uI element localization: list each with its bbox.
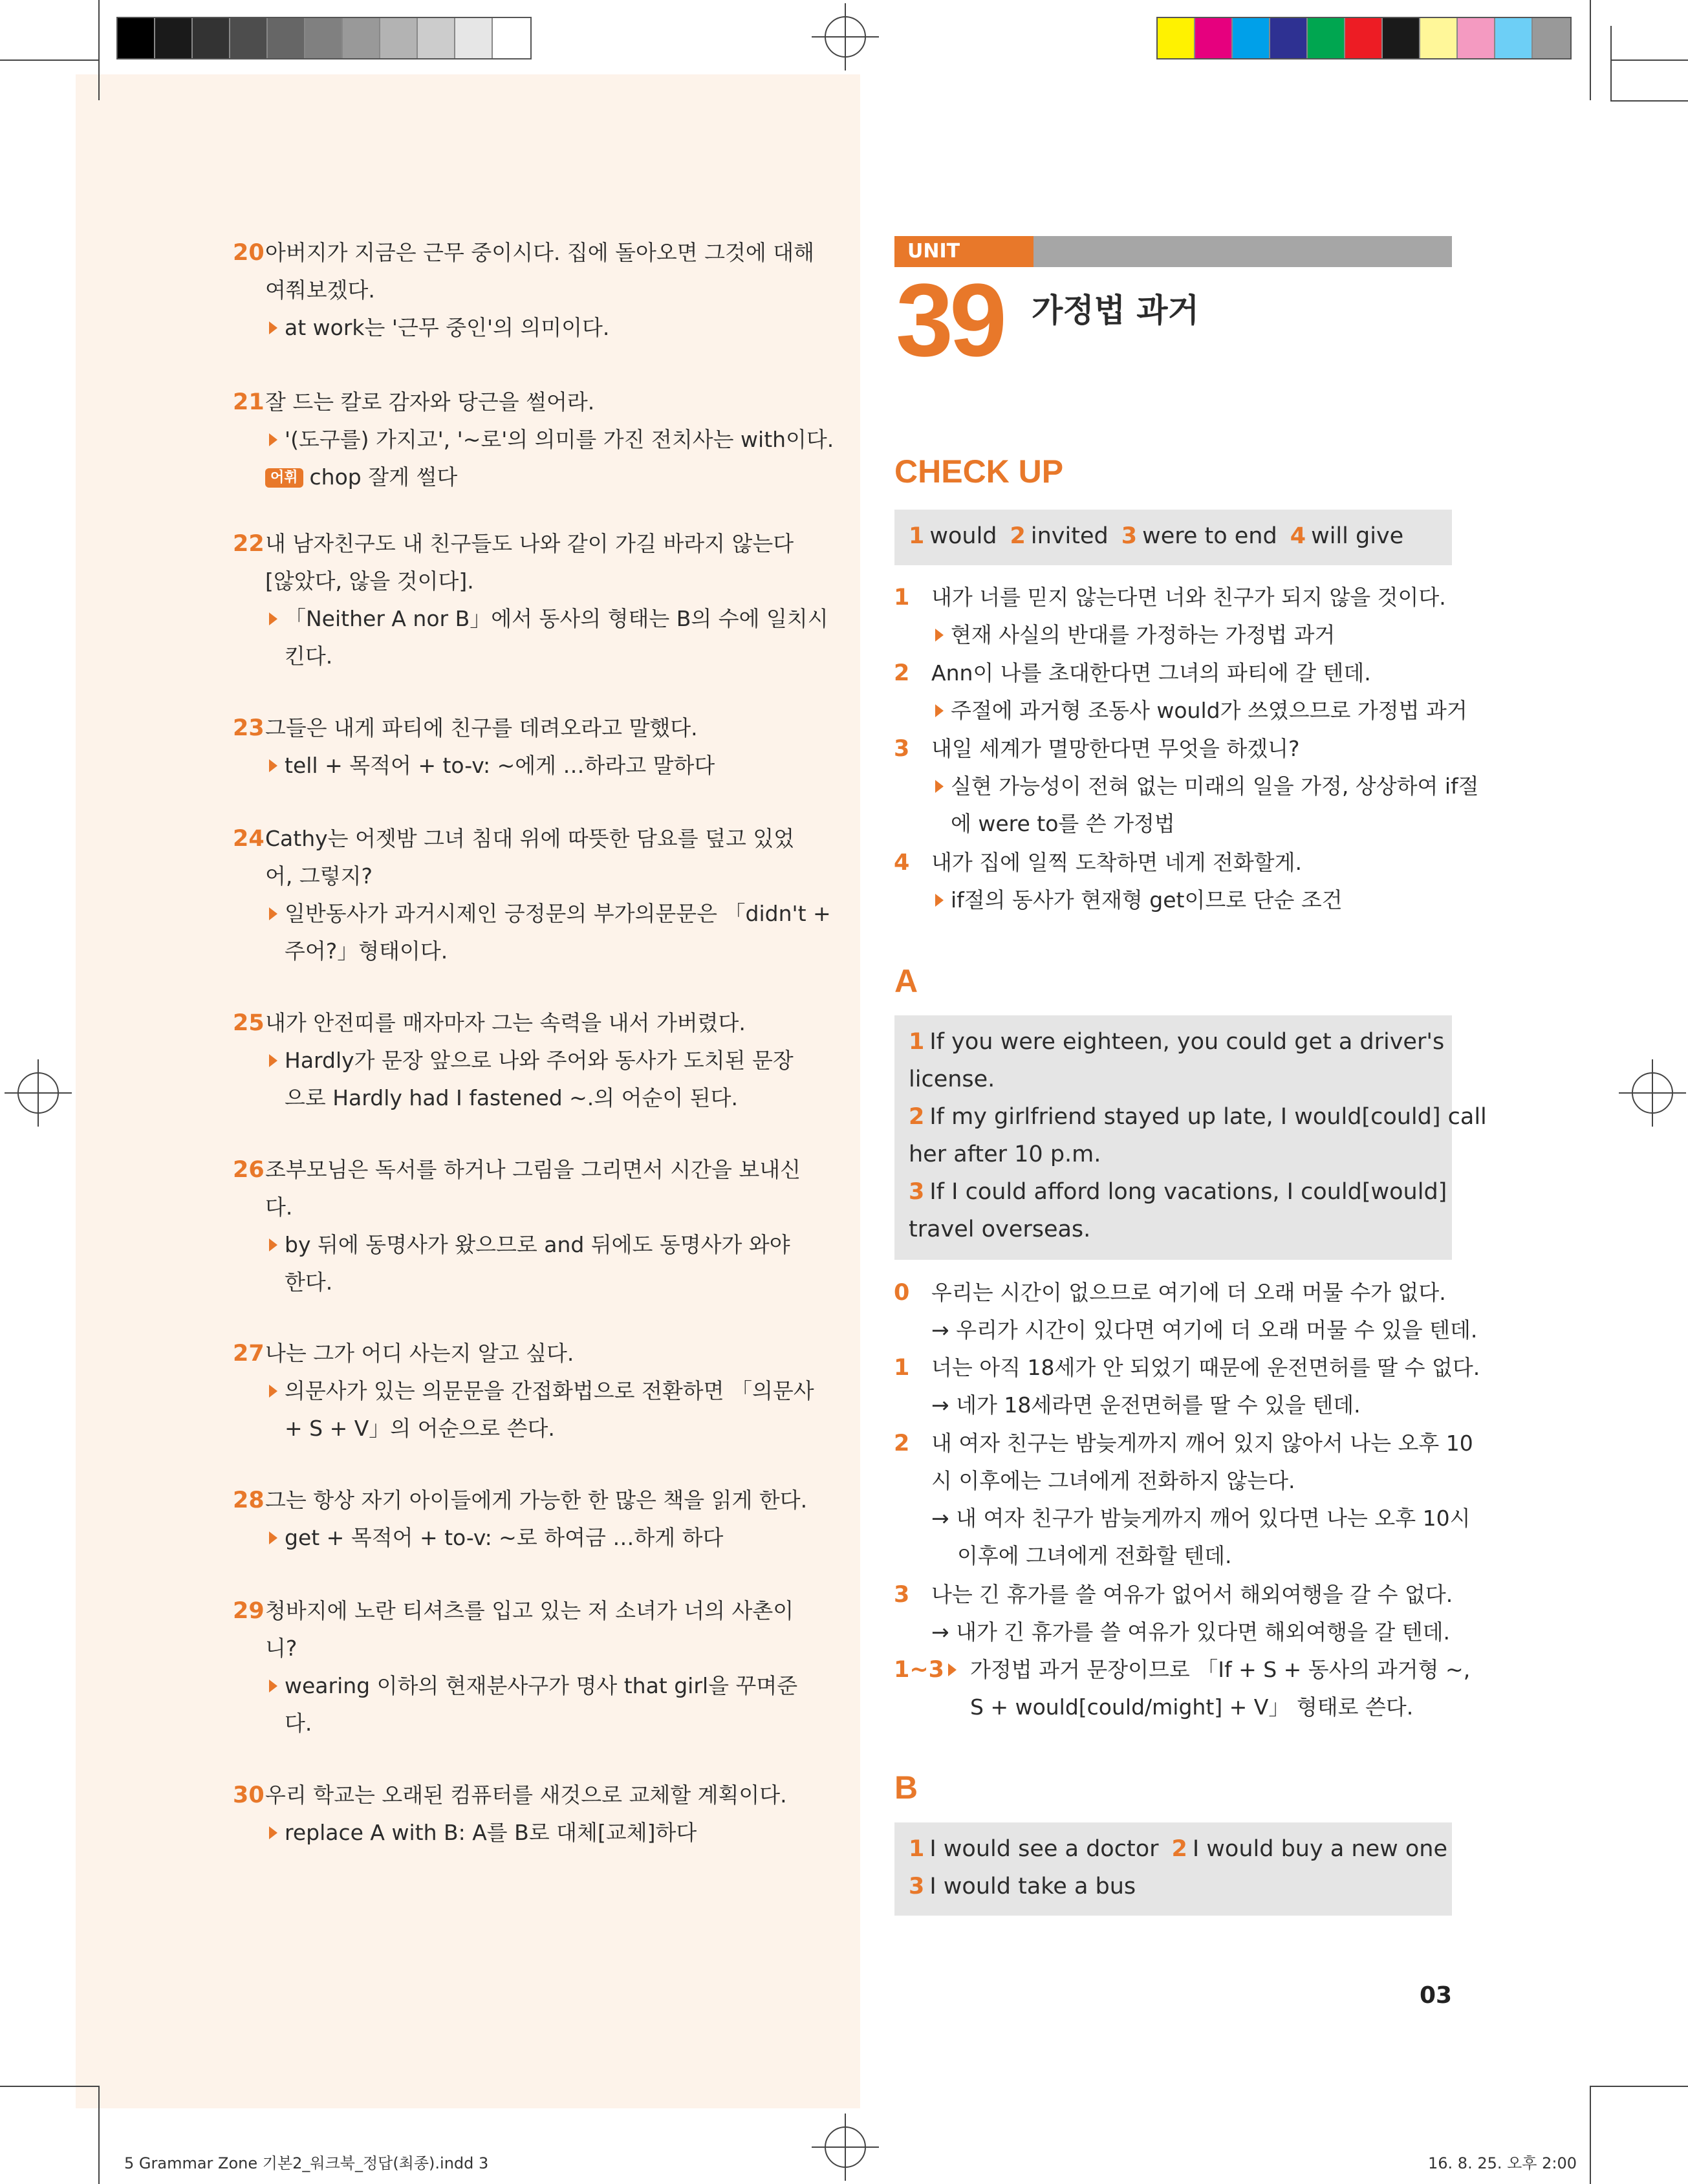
gray-swatch: [343, 18, 380, 58]
check-up-item: [894, 730, 1479, 843]
item-note: 한다.: [285, 1270, 333, 1295]
item-note: tell + 목적어 + to-v: ~에게 …하라고 말하다: [265, 747, 828, 784]
note-arrow-icon: [935, 894, 944, 907]
answer-item: [233, 234, 828, 347]
answer-item: [233, 1592, 828, 1742]
color-swatch: [1420, 18, 1458, 58]
item-translation: 니?: [265, 1636, 298, 1661]
color-swatch: [1345, 18, 1383, 58]
item-line: 우리는 시간이 없으므로 여기에 더 오래 머물 수가 없다.: [931, 1280, 1446, 1305]
section-b-answer-box: [894, 1822, 1452, 1916]
note-arrow-icon: [269, 759, 277, 772]
item-translation: 조부모님은 독서를 하거나 그림을 그리면서 시간을 보내신: [265, 1157, 801, 1182]
color-swatch: [1158, 18, 1195, 58]
color-swatch: [1233, 18, 1270, 58]
vocab-line: 어휘 chop 잘게 썰다: [265, 459, 828, 496]
item-number: 4: [894, 850, 910, 876]
item-number: 25: [233, 1010, 265, 1036]
answer-item: [233, 525, 828, 675]
answer-line: license.: [909, 1066, 995, 1092]
item-number: 0: [894, 1280, 910, 1306]
section-a-item: [894, 1349, 1480, 1424]
answer-line: 1 If you were eighteen, you could get a driver's: [909, 1029, 1445, 1055]
item-number: 30: [233, 1782, 265, 1808]
item-translation: 다.: [265, 1195, 293, 1220]
unit-title: 가정법 과거: [1032, 292, 1199, 329]
answer-item: [233, 1777, 828, 1852]
gray-swatch: [118, 18, 155, 58]
check-up-answer-box: [894, 510, 1452, 565]
item-note: 다.: [285, 1711, 312, 1736]
note-arrow-icon: [269, 1531, 277, 1544]
note-arrow-icon: [935, 704, 944, 717]
answer-item: [233, 820, 831, 970]
answer-text: were to end: [1142, 523, 1277, 549]
item-note: 현재 사실의 반대를 가정하는 가정법 과거: [931, 616, 1462, 654]
color-swatch: [1270, 18, 1308, 58]
color-swatch: [1383, 18, 1420, 58]
item-note: Hardly가 문장 앞으로 나와 주어와 동사가 도치된 문장: [265, 1042, 828, 1079]
gray-swatch: [230, 18, 268, 58]
item-number: 29: [233, 1598, 265, 1624]
note-arrow-icon: [935, 629, 944, 642]
item-translation: 내가 안전띠를 매자마자 그는 속력을 내서 가버렸다.: [265, 1010, 746, 1035]
item-line: 내 여자 친구는 밤늦게까지 깨어 있지 않아서 나는 오후 10: [931, 1431, 1473, 1456]
check-up-item: [894, 844, 1462, 919]
section-a-heading: A: [894, 963, 918, 999]
item-number: 21: [233, 389, 265, 415]
page-number: 03: [1420, 1982, 1453, 2009]
item-note: 가정법 과거 문장이므로 「If + S + 동사의 과거형 ~,: [931, 1651, 1462, 1689]
item-translation: [않았다, 않을 것이다].: [265, 568, 474, 594]
answer-line: travel overseas.: [909, 1216, 1091, 1242]
note-arrow-icon: [269, 612, 277, 625]
section-b-heading: B: [894, 1769, 918, 1806]
section-a-item: [894, 1576, 1462, 1651]
answer-number: 3: [909, 1874, 925, 1899]
item-line: 시 이후에는 그녀에게 전화하지 않는다.: [931, 1468, 1295, 1493]
note-arrow-icon: [269, 907, 277, 920]
color-swatch: [1195, 18, 1233, 58]
item-note: get + 목적어 + to-v: ~로 하여금 …하게 하다: [265, 1519, 828, 1557]
color-swatch: [1308, 18, 1345, 58]
answer-item: [233, 1482, 828, 1557]
item-number: 2: [894, 1431, 910, 1456]
color-swatch: [1495, 18, 1533, 58]
item-number: 1: [894, 585, 910, 611]
process-color-bar: [1156, 17, 1572, 59]
answer-line: her after 10 p.m.: [909, 1141, 1101, 1167]
section-a-item: [894, 1274, 1478, 1349]
item-line: → 내가 긴 휴가를 쓸 여유가 있다면 해외여행을 갈 텐데.: [931, 1619, 1450, 1645]
registration-mark-top: [825, 16, 866, 58]
gray-swatch: [418, 18, 455, 58]
item-translation: Ann이 나를 초대한다면 그녀의 파티에 갈 텐데.: [931, 660, 1371, 686]
item-number: 3: [894, 1582, 910, 1608]
item-note: 「Neither A nor B」에서 동사의 형태는 B의 수에 일치시: [265, 600, 828, 638]
answer-number: 3: [909, 1179, 925, 1205]
answer-item: [233, 1004, 828, 1117]
section-a-item: [894, 1425, 1473, 1575]
item-number: 24: [233, 826, 265, 852]
item-note: 주어?」형태이다.: [285, 938, 448, 964]
item-line: → 네가 18세라면 운전면허를 딸 수 있을 텐데.: [931, 1392, 1361, 1418]
answer-item: [233, 1335, 828, 1447]
item-translation: 내 남자친구도 내 친구들도 나와 같이 가길 바라지 않는다: [265, 531, 794, 556]
item-line: 나는 긴 휴가를 쓸 여유가 없어서 해외여행을 갈 수 없다.: [931, 1582, 1453, 1607]
vocab-badge: 어휘: [265, 468, 303, 488]
answer-text: I would buy a new one: [1192, 1836, 1448, 1862]
color-swatch: [1458, 18, 1495, 58]
note-arrow-icon: [269, 1385, 277, 1398]
unit-number: 39: [896, 262, 1003, 378]
answer-number: 2: [1010, 523, 1026, 549]
check-up-item: [894, 654, 1467, 730]
check-up-heading: CHECK UP: [894, 453, 1064, 490]
answer-line: 3 If I could afford long vacations, I could[would]: [909, 1179, 1447, 1205]
item-note: 일반동사가 과거시제인 긍정문의 부가의문문은 「didn't +: [265, 895, 828, 933]
item-number: 3: [894, 736, 910, 762]
item-translation: 내가 집에 일찍 도착하면 네게 전화할게.: [931, 850, 1302, 875]
item-note: 실현 가능성이 전혀 없는 미래의 일을 가정, 상상하여 if절: [931, 768, 1462, 805]
item-note: by 뒤에 동명사가 왔으므로 and 뒤에도 동명사가 와야: [265, 1226, 828, 1264]
item-translation: 청바지에 노란 티셔츠를 입고 있는 저 소녀가 너의 사촌이: [265, 1598, 794, 1623]
item-note: wearing 이하의 현재분사구가 명사 that girl을 꾸며준: [265, 1667, 828, 1705]
answer-number: 1: [909, 1029, 925, 1055]
check-up-item: [894, 579, 1462, 654]
item-translation: 그는 항상 자기 아이들에게 가능한 한 많은 책을 읽게 한다.: [265, 1487, 808, 1513]
item-translation: 여쭤보겠다.: [265, 277, 375, 303]
gray-swatch: [268, 18, 305, 58]
item-line: 너는 아직 18세가 안 되었기 때문에 운전면허를 딸 수 없다.: [931, 1355, 1480, 1380]
answer-item: [233, 1151, 828, 1301]
answer-text: I would see a doctor: [929, 1836, 1159, 1862]
note-arrow-icon: [269, 433, 277, 446]
print-slug-timestamp: 16. 8. 25. 오후 2:00: [1428, 2154, 1577, 2172]
item-note: 으로 Hardly had I fastened ~.의 어순이 된다.: [285, 1085, 739, 1110]
answer-number: 1: [909, 523, 925, 549]
item-number: 1: [894, 1355, 910, 1381]
item-note: replace A with B: A를 B로 대체[교체]하다: [265, 1814, 828, 1852]
item-note: at work는 '근무 중인'의 의미이다.: [265, 309, 828, 347]
item-line: → 우리가 시간이 있다면 여기에 더 오래 머물 수 있을 텐데.: [931, 1317, 1478, 1343]
item-note: '(도구를) 가지고', '~로'의 의미를 가진 전치사는 with이다.: [265, 421, 828, 459]
item-note: 에 were to를 쓴 가정법: [951, 811, 1175, 836]
item-note: S + would[could/might] + V」 형태로 쓴다.: [970, 1694, 1414, 1720]
gray-swatch: [193, 18, 230, 58]
item-note: 킨다.: [285, 643, 333, 669]
item-translation: 그들은 내게 파티에 친구를 데려오라고 말했다.: [265, 715, 698, 741]
item-translation: 내일 세계가 멸망한다면 무엇을 하겠니?: [931, 736, 1300, 761]
gray-swatch: [305, 18, 343, 58]
item-number: 28: [233, 1487, 265, 1513]
note-arrow-icon: [269, 321, 277, 334]
item-line: → 내 여자 친구가 밤늦게까지 깨어 있다면 나는 오후 10시: [931, 1506, 1471, 1531]
answer-text: will give: [1311, 523, 1404, 549]
answer-text: invited: [1030, 523, 1109, 549]
answer-number: 4: [1290, 523, 1306, 549]
item-number: 22: [233, 531, 265, 557]
item-number: 20: [233, 240, 265, 266]
answer-text: I would take a bus: [929, 1874, 1136, 1899]
item-translation: 나는 그가 어디 사는지 알고 싶다.: [265, 1341, 574, 1366]
answer-number: 1: [909, 1836, 925, 1862]
section-a-answer-box: [894, 1015, 1487, 1260]
note-arrow-icon: [269, 1826, 277, 1839]
item-number: 26: [233, 1157, 265, 1183]
unit-tag: UNIT: [894, 236, 1033, 267]
item-line: 이후에 그녀에게 전화할 텐데.: [957, 1543, 1232, 1568]
registration-mark-left: [17, 1072, 59, 1114]
registration-mark-right: [1632, 1072, 1673, 1114]
item-translation: 아버지가 지금은 근무 중이시다. 집에 돌아오면 그것에 대해: [265, 240, 814, 265]
color-swatch: [1533, 18, 1570, 58]
item-number: 1~3: [894, 1657, 945, 1683]
answer-item: [233, 709, 828, 784]
answer-number: 2: [1171, 1836, 1187, 1862]
item-translation: 우리 학교는 오래된 컴퓨터를 새것으로 교체할 계획이다.: [265, 1782, 787, 1808]
note-arrow-icon: [935, 780, 944, 793]
gray-swatch: [493, 18, 530, 58]
item-translation: 어, 그렇지?: [265, 863, 373, 889]
note-arrow-icon: [269, 1680, 277, 1692]
item-note: 주절에 과거형 조동사 would가 쓰였으므로 가정법 과거: [931, 692, 1462, 730]
grayscale-color-bar: [116, 17, 532, 59]
item-note: + S + V」의 어순으로 쓴다.: [285, 1416, 555, 1441]
item-number: 27: [233, 1341, 265, 1367]
item-translation: 잘 드는 칼로 감자와 당근을 썰어라.: [265, 389, 595, 415]
answer-text: would: [929, 523, 997, 549]
answer-line: [909, 1868, 1438, 1905]
section-a-item: [894, 1651, 1471, 1726]
registration-mark-bottom: [825, 2126, 866, 2168]
item-number: 2: [894, 660, 910, 686]
answer-line: 2 If my girlfriend stayed up late, I would[could] call: [909, 1104, 1487, 1130]
answer-item: [233, 384, 834, 496]
gray-swatch: [380, 18, 418, 58]
item-translation: 내가 너를 믿지 않는다면 너와 친구가 되지 않을 것이다.: [931, 585, 1446, 610]
item-number: 23: [233, 715, 265, 741]
note-arrow-icon: [948, 1663, 957, 1676]
item-note: if절의 동사가 현재형 get이므로 단순 조건: [931, 881, 1462, 919]
item-translation: Cathy는 어젯밤 그녀 침대 위에 따뜻한 담요를 덮고 있었: [265, 826, 795, 851]
note-arrow-icon: [269, 1054, 277, 1067]
gray-swatch: [155, 18, 193, 58]
answer-number: 3: [1121, 523, 1138, 549]
answer-number: 2: [909, 1104, 925, 1130]
item-note: 의문사가 있는 의문문을 간접화법으로 전환하면 「의문사: [265, 1372, 828, 1410]
note-arrow-icon: [269, 1238, 277, 1251]
print-slug-filename: 5 Grammar Zone 기본2_워크북_정답(최종).indd 3: [124, 2154, 489, 2172]
answer-line: [909, 1830, 1448, 1868]
gray-swatch: [455, 18, 493, 58]
